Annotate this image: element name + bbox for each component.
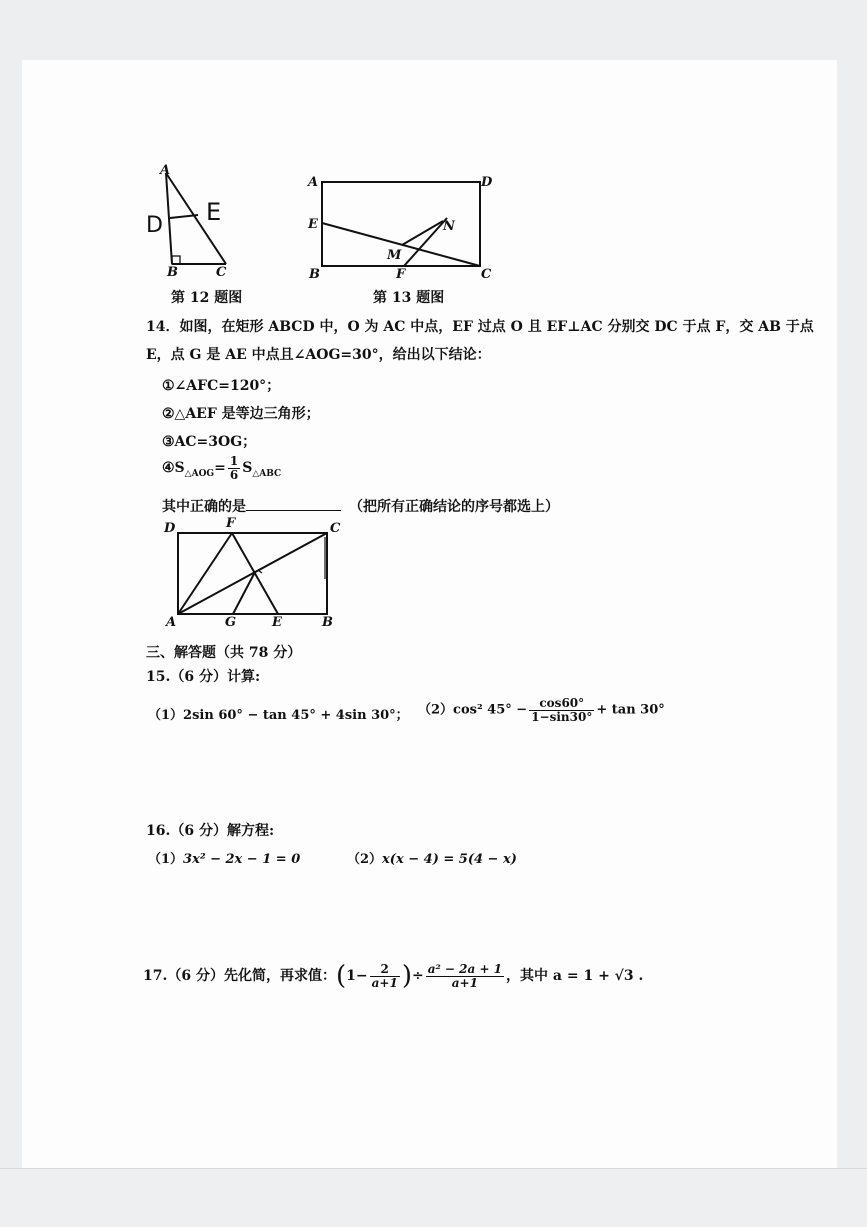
viewer-bottom-bar: [0, 1168, 867, 1227]
fig13-label-c: C: [481, 267, 492, 282]
q14-c4-eq: =: [214, 460, 226, 477]
q14-answer-line: [162, 496, 559, 516]
section-3-title: 三、解答题（共 78 分）: [146, 645, 302, 661]
fig14-label-f: F: [226, 516, 236, 531]
q14-conclusion-1: ①∠AFC=120°；: [162, 378, 281, 394]
q17-one-minus: 1−: [346, 968, 368, 985]
fig13-label-e: E: [308, 217, 318, 232]
q15-p2-fraction: [529, 697, 594, 723]
q14-conclusion-2: ②△AEF 是等边三角形；: [162, 406, 320, 422]
q14-c4-den: 6: [229, 467, 239, 482]
figure-13: [300, 168, 500, 286]
fig13-label-m: M: [387, 248, 402, 263]
q15-p2-b: + tan 30°: [596, 702, 665, 718]
q17-left-paren: (: [335, 961, 347, 992]
fig12-label-e: E: [206, 198, 222, 226]
fig14-diagonal-ac: [178, 533, 327, 614]
figure-12-caption: 第 12 题图: [171, 290, 243, 306]
fig12-label-a: A: [160, 163, 171, 178]
q17-prefix: 17.（6 分）先化简，再求值：: [143, 968, 336, 985]
q15-part-1: [148, 704, 409, 723]
q15-title: 15.（6 分）计算:: [146, 669, 261, 685]
fig13-label-f: F: [396, 267, 406, 282]
q17-f2-den: a+1: [451, 975, 478, 990]
q17-div: ÷: [411, 968, 424, 985]
fig14-label-b: B: [322, 615, 333, 630]
fig13-label-n: N: [443, 219, 455, 234]
fig14-label-a: A: [166, 615, 177, 630]
q14-answer-blank[interactable]: [246, 510, 341, 511]
fig14-segment-af: [178, 533, 232, 614]
q16-part-2: [347, 848, 517, 867]
q17-f1-num: 2: [370, 963, 400, 977]
q14-stem-line1: 14．如图，在矩形 ABCD 中，O 为 AC 中点，EF 过点 O 且 EF⊥AC 分别交 DC 于点 F，交 AB 于点: [146, 319, 814, 335]
fig14-label-c: C: [330, 521, 341, 536]
figure-12: [130, 160, 260, 285]
q15-p2-label: （2）: [418, 702, 454, 718]
q14-conclusion-4: [162, 455, 281, 484]
q17-right-paren: ): [401, 961, 412, 992]
fig14-label-g: G: [225, 615, 237, 630]
q16-p2-label: （2）: [347, 852, 383, 867]
q14-c4-sub2: △ABC: [252, 468, 282, 479]
q16-p2-expr: x(x − 4) = 5(4 − x): [382, 852, 517, 867]
q16-part-1: [148, 848, 300, 867]
q14-c4-prefix: ④S: [162, 460, 185, 477]
q14-c4-sub1: △AOG: [184, 468, 215, 479]
q16-p1-label: （1）: [148, 852, 184, 867]
q14-answer-prefix: 其中正确的是: [162, 499, 246, 515]
figure-13-caption: 第 13 题图: [373, 290, 445, 306]
fig13-segment-mn: [402, 221, 443, 245]
q17-f2-num: a² − 2a + 1: [427, 962, 503, 976]
fig13-label-b: B: [309, 267, 320, 282]
fig14-label-e: E: [272, 615, 282, 630]
q14-c4-s: S: [242, 460, 253, 477]
q17-fraction-2: [426, 963, 504, 989]
fig13-label-d: D: [481, 175, 493, 190]
q15-part-2: [418, 697, 665, 723]
q14-c4-num: 1: [229, 454, 239, 468]
q14-c4-fraction: [228, 455, 240, 481]
fig14-label-d: D: [164, 521, 176, 536]
fig12-label-d: D: [146, 213, 163, 238]
q15-p2-den: 1−sin30°: [531, 709, 593, 724]
q15-p1-expr: 2sin 60° − tan 45° + 4sin 30°；: [183, 708, 409, 723]
figure-14: [158, 515, 348, 633]
q17-fraction-1: [370, 963, 400, 989]
q14-stem-line2: E，点 G 是 AE 中点且∠AOG=30°，给出以下结论：: [146, 347, 491, 363]
q15-p1-label: （1）: [148, 708, 184, 723]
q15-p2-a: cos² 45° −: [453, 702, 528, 718]
fig12-right-angle-mark: [172, 256, 180, 264]
q14-conclusion-3: ③AC=3OG；: [162, 434, 257, 450]
q17-suffix: ，其中 a = 1 + √3 .: [506, 968, 644, 985]
q16-title: 16.（6 分）解方程:: [146, 823, 275, 839]
fig12-label-c: C: [216, 265, 227, 280]
fig13-segment-fn: [404, 218, 447, 266]
fig12-label-b: B: [167, 265, 178, 280]
q16-p1-expr: 3x² − 2x − 1 = 0: [183, 852, 301, 867]
q15-p2-num: cos60°: [529, 697, 594, 711]
fig13-label-a: A: [308, 175, 319, 190]
q17-line: [143, 961, 644, 992]
q14-answer-hint: （把所有正确结论的序号都选上）: [349, 499, 559, 515]
q17-f1-den: a+1: [371, 975, 398, 990]
